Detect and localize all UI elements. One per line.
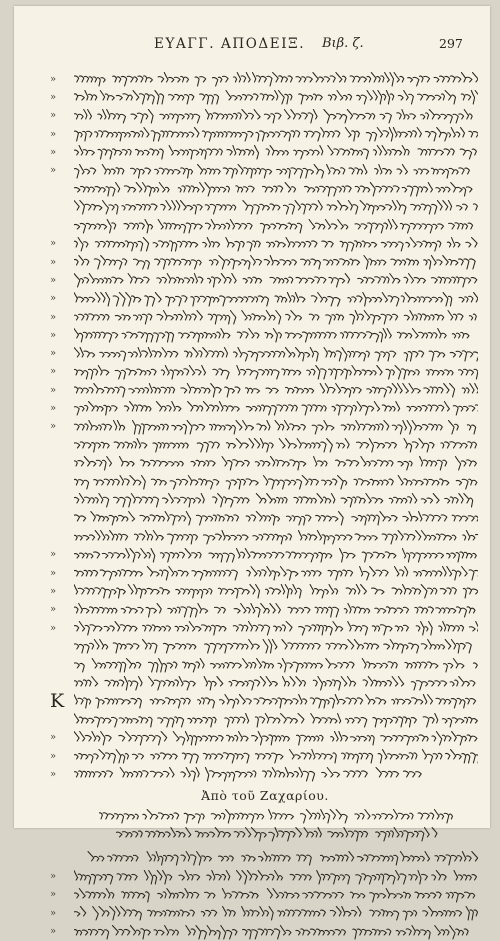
- quotation-margin-marker: »: [50, 604, 57, 616]
- greek-text-line: [74, 637, 480, 655]
- text-line: [50, 747, 480, 765]
- quotation-margin-marker: »: [50, 146, 57, 158]
- quotation-margin-marker: »: [50, 384, 57, 396]
- greek-text-line: [74, 807, 480, 825]
- text-line: [50, 216, 480, 234]
- text-line: [50, 326, 480, 344]
- greek-text-line: [74, 308, 480, 326]
- greek-text-line: [74, 217, 480, 235]
- text-line: [50, 922, 480, 940]
- text-line: [50, 619, 480, 637]
- quotation-margin-marker: »: [50, 889, 57, 901]
- text-line: [50, 886, 480, 904]
- text-line: [50, 436, 480, 454]
- text-line: [50, 180, 480, 198]
- page-number: 297: [439, 36, 463, 51]
- greek-text-line: [74, 564, 480, 582]
- text-line: [50, 546, 480, 564]
- greek-text-line: [74, 491, 480, 509]
- greek-text-line: [74, 868, 480, 886]
- greek-text-line: [74, 436, 480, 454]
- greek-text-line: [74, 729, 480, 747]
- text-line: [50, 509, 480, 527]
- greek-text-line: [74, 674, 480, 692]
- quotation-margin-marker: »: [50, 238, 57, 250]
- text-line: [50, 849, 480, 867]
- text-line: [50, 399, 480, 417]
- text-line: [50, 88, 480, 106]
- text-line: [50, 418, 480, 436]
- book-reference: Βιβ. ζ.: [322, 36, 364, 51]
- text-line: [50, 143, 480, 161]
- text-line: [50, 692, 480, 710]
- greek-text-line: [74, 418, 480, 436]
- quotation-margin-marker: »: [50, 926, 57, 937]
- quotation-margin-marker: »: [50, 871, 57, 883]
- greek-text-line: [74, 904, 480, 922]
- quotation-margin-marker: »: [50, 366, 57, 378]
- greek-text-line: [74, 399, 480, 417]
- text-line: [50, 807, 480, 825]
- text-line: [50, 125, 480, 143]
- greek-text-line: [74, 582, 480, 600]
- greek-text-line: [74, 454, 480, 472]
- quotation-margin-marker: »: [50, 622, 57, 634]
- greek-text-line: [74, 88, 480, 106]
- greek-text-line: [74, 692, 480, 710]
- greek-text-line: [74, 326, 480, 344]
- greek-text-line: [74, 546, 480, 564]
- greek-text-line: [74, 107, 480, 125]
- quotation-margin-marker: »: [50, 91, 57, 103]
- greek-text-line: [74, 765, 480, 783]
- greek-text-line: [74, 381, 480, 399]
- greek-text-line: [74, 747, 480, 765]
- quotation-margin-marker: »: [50, 421, 57, 433]
- text-line: [50, 308, 480, 326]
- text-line: [50, 491, 480, 509]
- text-line: [50, 107, 480, 125]
- quotation-margin-marker: »: [50, 311, 57, 323]
- text-line: [50, 904, 480, 922]
- quotation-margin-marker: »: [50, 567, 57, 579]
- text-line: [50, 381, 480, 399]
- greek-text-line: [74, 125, 480, 143]
- greek-text-line: [74, 253, 480, 271]
- quotation-margin-marker: »: [50, 110, 57, 122]
- quotation-margin-marker: »: [50, 907, 57, 919]
- page-header: [54, 36, 474, 58]
- text-line: [50, 363, 480, 381]
- greek-text-line: [74, 198, 480, 216]
- text-line: [50, 582, 480, 600]
- quotation-margin-marker: »: [50, 73, 57, 85]
- text-line: [50, 161, 480, 179]
- greek-text-line: [74, 923, 480, 941]
- greek-body-text: [50, 70, 480, 941]
- text-line: [50, 710, 480, 728]
- greek-text-line: [74, 601, 480, 619]
- quotation-margin-marker: »: [50, 348, 57, 360]
- text-line: [50, 527, 480, 545]
- greek-text-line: [74, 345, 480, 363]
- quotation-margin-marker: »: [50, 293, 57, 305]
- greek-text-line: [74, 656, 480, 674]
- quotation-margin-marker: »: [50, 549, 57, 561]
- quotation-margin-marker: »: [50, 585, 57, 597]
- text-line: [50, 564, 480, 582]
- greek-text-line: [74, 473, 480, 491]
- greek-text-line: [74, 509, 480, 527]
- text-line: [50, 473, 480, 491]
- text-line: [50, 271, 480, 289]
- greek-text-line: [74, 619, 480, 637]
- greek-text-line: [74, 70, 480, 88]
- greek-text-line: [74, 825, 480, 843]
- quotation-margin-marker: »: [50, 128, 57, 140]
- quotation-margin-marker: »: [50, 274, 57, 286]
- quotation-margin-marker: »: [50, 732, 57, 744]
- text-line: [50, 344, 480, 362]
- text-line: [50, 290, 480, 308]
- text-line: [50, 70, 480, 88]
- quotation-margin-marker: »: [50, 768, 57, 780]
- text-line: [50, 729, 480, 747]
- quotation-margin-marker: »: [50, 750, 57, 762]
- greek-text-line: [74, 849, 480, 867]
- text-line: [50, 867, 480, 885]
- text-line: [50, 674, 480, 692]
- text-line: [50, 637, 480, 655]
- quotation-margin-marker: »: [50, 256, 57, 268]
- greek-text-line: [74, 290, 480, 308]
- quotation-margin-marker: »: [50, 329, 57, 341]
- greek-text-line: [74, 180, 480, 198]
- text-line: [50, 765, 480, 783]
- greek-text-line: [74, 271, 480, 289]
- running-title: ΕΥΑΓΓ. ΑΠΟΔΕΙΞ.: [154, 36, 306, 52]
- greek-text-line: [74, 528, 480, 546]
- greek-text-line: [74, 886, 480, 904]
- section-heading: Ἀπὸ τοῦ Ζαχαρίου.: [201, 787, 329, 803]
- greek-text-line: [74, 235, 480, 253]
- text-line: [50, 825, 480, 843]
- greek-text-line: [74, 143, 480, 161]
- greek-text-line: [74, 363, 480, 381]
- quotation-margin-marker: »: [50, 402, 57, 414]
- drop-cap-initial: Κ: [50, 690, 65, 712]
- text-line: [50, 601, 480, 619]
- text-line: [50, 454, 480, 472]
- text-line: [50, 235, 480, 253]
- greek-text-line: [74, 711, 480, 729]
- text-line: [50, 198, 480, 216]
- text-line: [50, 656, 480, 674]
- quotation-margin-marker: »: [50, 165, 57, 177]
- text-line: [50, 253, 480, 271]
- greek-text-line: [74, 162, 480, 180]
- book-page: [14, 6, 490, 937]
